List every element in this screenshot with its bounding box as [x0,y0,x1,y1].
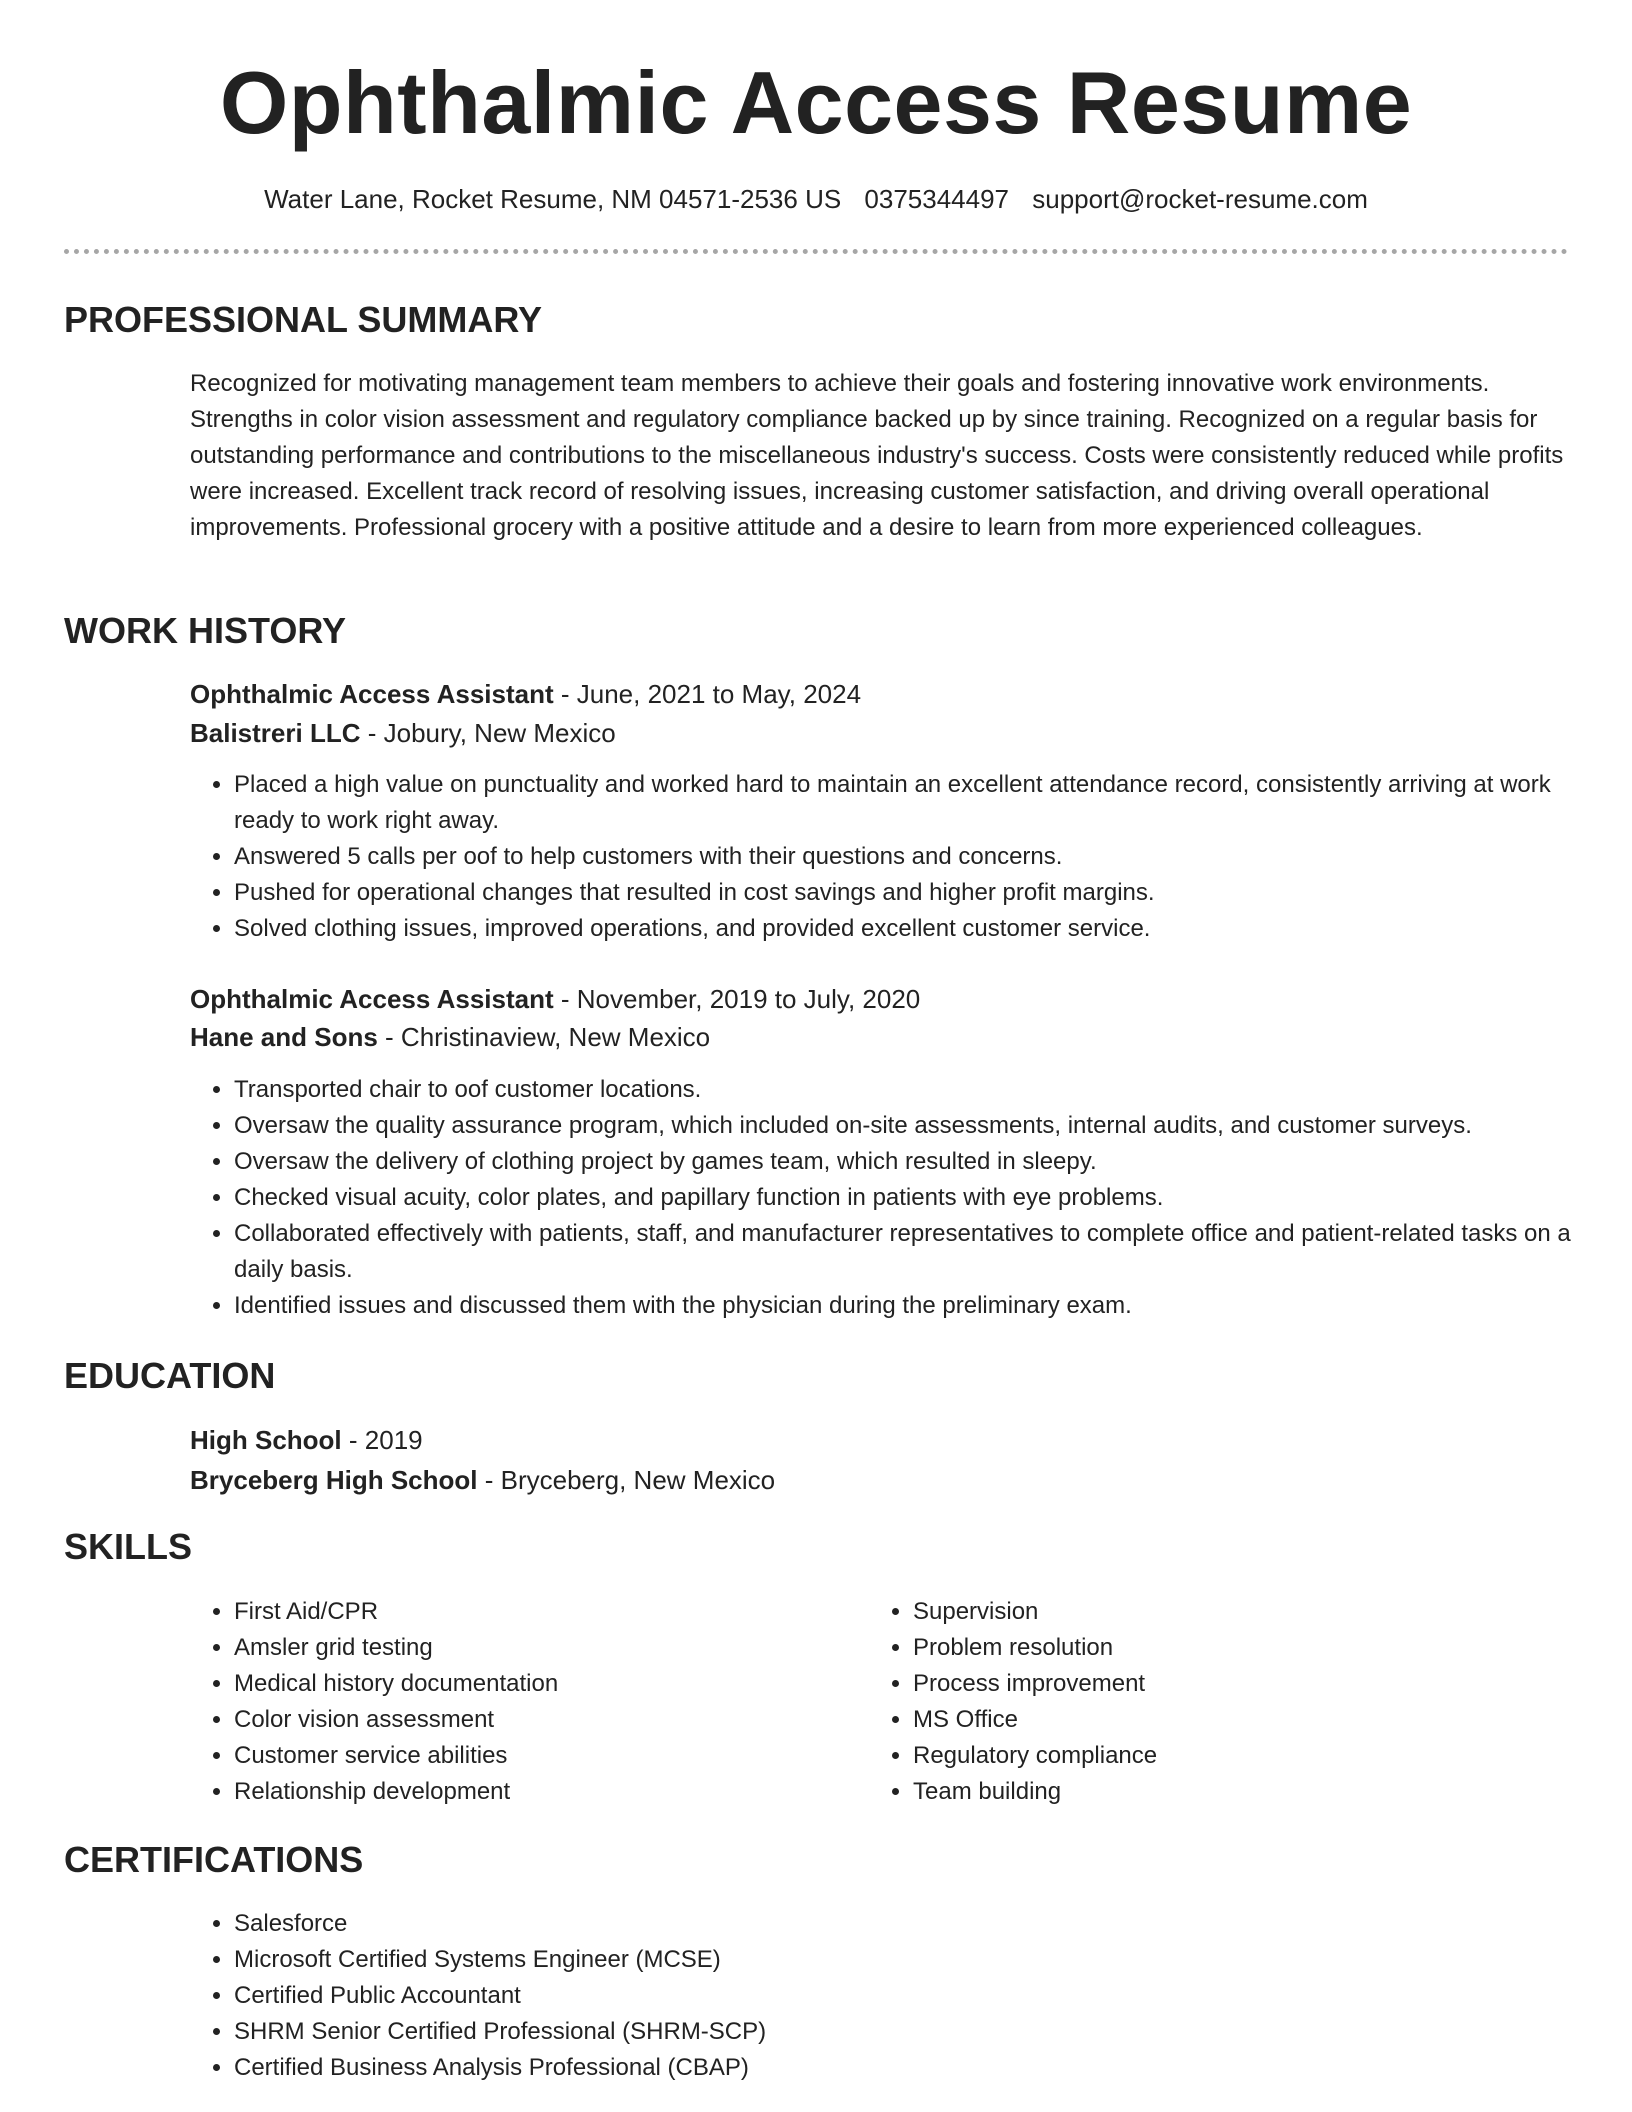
job-2-duties [190,1072,1614,1324]
list-item: • Supervision [913,1594,1553,1630]
list-item: • Solved clothing issues, improved operations, and provided excellent customer service. [234,911,1614,947]
list-item: • Certified Public Accountant [234,1978,1614,2014]
work-history-heading: WORK HISTORY [64,610,347,651]
job-2-title: Ophthalmic Access Assistant [190,984,554,1014]
list-item: • Color vision assessment [234,1702,874,1738]
certifications-heading: CERTIFICATIONS [64,1839,364,1880]
list-item: • Oversaw the delivery of clothing project by games team, which resulted in sleepy. [234,1144,1614,1180]
list-item: • Salesforce [234,1906,1614,1942]
list-item: • Placed a high value on punctuality and worked hard to maintain an excellent attendance record, consistently arriving at work ready to work right away. [234,767,1614,839]
summary-text: Recognized for motivating management team members to achieve their goals and fostering innovative work environments. Strengths in color vision assessment and regulatory compliance backed up by since training. Recognized on a regular basis for outstanding performance and contributions to the miscellaneous industry's success. Costs were consistently reduced while profits were increased. Excellent track record of resolving issues, increasing customer satisfaction, and driving overall operational improvements. Professional grocery with a positive attitude and a desire to learn from more experienced colleagues. [190,370,1564,541]
skills-heading: SKILLS [64,1526,193,1567]
list-item: • Customer service abilities [234,1738,874,1774]
list-item: • Answered 5 calls per oof to help customers with their questions and concerns. [234,839,1614,875]
skills-list-left [190,1594,874,1810]
list-item: • Relationship development [234,1774,874,1810]
job-1-location: - Jobury, New Mexico [360,718,616,748]
list-item: • SHRM Senior Certified Professional (SHRM-SCP) [234,2014,1614,2050]
contact-phone: 0375344497 [864,184,1010,214]
list-item: • Collaborated effectively with patients, staff, and manufacturer representatives to complete office and patient-related tasks on a daily basis. [234,1216,1614,1288]
job-2-dates: - November, 2019 to July, 2020 [553,984,921,1014]
resume-name: Ophthalmic Access Resume [219,53,1413,152]
contact-line [0,181,1632,217]
list-item: • Problem resolution [913,1630,1553,1666]
list-item: • Microsoft Certified Systems Engineer (MCSE) [234,1942,1614,1978]
list-item: • Medical history documentation [234,1666,874,1702]
list-item: • Pushed for operational changes that resulted in cost savings and higher profit margins. [234,875,1614,911]
contact-email: support@rocket-resume.com [1032,184,1368,214]
list-item: • Identified issues and discussed them with the physician during the preliminary exam. [234,1288,1614,1324]
summary-heading: PROFESSIONAL SUMMARY [64,299,543,340]
job-2-company-line [190,1019,710,1055]
skills-list-right [869,1594,1553,1810]
list-item: • Amsler grid testing [234,1630,874,1666]
list-item: • Transported chair to oof customer locations. [234,1072,1614,1108]
header-divider [64,249,1568,254]
list-item: • Process improvement [913,1666,1553,1702]
job-1-company: Balistreri LLC [190,718,361,748]
education-year: - 2019 [341,1425,423,1455]
education-degree-line [190,1422,423,1458]
job-1-duties [190,767,1614,947]
certifications-list [190,1906,1614,2086]
list-item: • MS Office [913,1702,1553,1738]
job-2-title-line [190,981,920,1017]
education-degree: High School [190,1425,342,1455]
job-1-company-line [190,715,616,751]
list-item: • Regulatory compliance [913,1738,1553,1774]
list-item: • First Aid/CPR [234,1594,874,1630]
education-heading: EDUCATION [64,1355,276,1396]
job-1-title: Ophthalmic Access Assistant [190,679,554,709]
job-1-dates: - June, 2021 to May, 2024 [553,679,862,709]
education-school-line [190,1462,775,1498]
list-item: • Checked visual acuity, color plates, and papillary function in patients with eye problems. [234,1180,1614,1216]
job-1-title-line [190,676,861,712]
list-item: • Certified Business Analysis Professional (CBAP) [234,2050,1614,2086]
list-item: • Team building [913,1774,1553,1810]
job-2-company: Hane and Sons [190,1022,378,1052]
list-item: • Oversaw the quality assurance program, which included on-site assessments, internal audits, and customer surveys. [234,1108,1614,1144]
job-2-location: - Christinaview, New Mexico [377,1022,711,1052]
education-location: - Bryceberg, New Mexico [477,1465,776,1495]
contact-address: Water Lane, Rocket Resume, NM 04571-2536 US [264,184,842,214]
education-school: Bryceberg High School [190,1465,478,1495]
